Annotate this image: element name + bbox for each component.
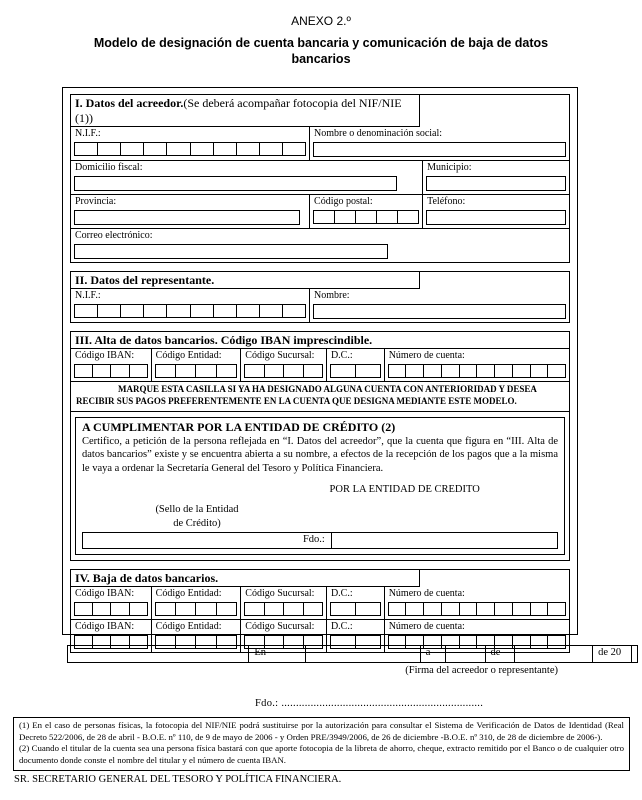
codigo-iban-boxes[interactable] bbox=[74, 364, 148, 378]
city-input[interactable] bbox=[305, 646, 420, 662]
telefono-label: Teléfono: bbox=[427, 196, 466, 208]
row-nif-nombre bbox=[71, 127, 569, 160]
correo-field bbox=[71, 229, 569, 262]
section-datos-representante bbox=[70, 271, 570, 323]
fdo-label: Fdo.: bbox=[255, 698, 279, 710]
municipio-field bbox=[423, 161, 569, 194]
municipio-label: Municipio: bbox=[427, 162, 472, 174]
char-box[interactable] bbox=[213, 142, 237, 156]
dc-field bbox=[327, 349, 385, 381]
nif-representante-label: N.I.F.: bbox=[75, 290, 101, 302]
char-box[interactable] bbox=[330, 364, 356, 378]
codigo-sucursal-label: Código Sucursal: bbox=[245, 350, 315, 362]
codigo-postal-boxes[interactable] bbox=[313, 210, 419, 224]
char-box[interactable] bbox=[512, 602, 531, 616]
char-box[interactable] bbox=[355, 602, 381, 616]
char-box[interactable] bbox=[388, 602, 407, 616]
char-box[interactable] bbox=[74, 142, 98, 156]
nif-boxes[interactable] bbox=[74, 142, 306, 156]
char-box[interactable] bbox=[376, 210, 398, 224]
baja-iban-row-1 bbox=[71, 587, 569, 619]
codigo-entidad-boxes[interactable] bbox=[155, 602, 238, 616]
section1-note: (Se deberá acompañar fotocopia del NIF/NIE (1)) bbox=[75, 96, 402, 126]
char-box[interactable] bbox=[129, 602, 148, 616]
year-input[interactable] bbox=[631, 646, 637, 662]
char-box[interactable] bbox=[166, 142, 190, 156]
char-box[interactable] bbox=[283, 602, 303, 616]
codigo-sucursal-boxes[interactable] bbox=[244, 602, 323, 616]
char-box[interactable] bbox=[97, 142, 121, 156]
char-box[interactable] bbox=[92, 602, 111, 616]
char-box[interactable] bbox=[74, 364, 93, 378]
section1-title: I. Datos del acreedor. bbox=[75, 96, 184, 111]
domicilio-label: Domicilio fiscal: bbox=[75, 162, 143, 174]
char-box[interactable] bbox=[494, 602, 513, 616]
codigo-iban-field bbox=[71, 587, 152, 619]
section1-header bbox=[71, 95, 420, 127]
codigo-entidad-boxes[interactable] bbox=[155, 364, 238, 378]
char-box[interactable] bbox=[155, 602, 176, 616]
char-box[interactable] bbox=[236, 142, 260, 156]
por-entidad-credito-label: POR LA ENTIDAD DE CREDITO bbox=[329, 484, 480, 496]
char-box[interactable] bbox=[355, 210, 377, 224]
char-box[interactable] bbox=[244, 364, 264, 378]
char-box[interactable] bbox=[476, 602, 495, 616]
codigo-sucursal-label: Código Sucursal: bbox=[245, 620, 315, 632]
nif-representante-field bbox=[71, 289, 310, 322]
entidad-credito-box bbox=[75, 417, 565, 555]
codigo-iban-field bbox=[71, 349, 152, 381]
char-box[interactable] bbox=[190, 142, 214, 156]
numero-cuenta-boxes[interactable] bbox=[388, 364, 566, 378]
section-datos-acreedor bbox=[70, 94, 570, 263]
char-box[interactable] bbox=[303, 364, 323, 378]
nombre-label: Nombre o denominación social: bbox=[314, 128, 443, 140]
codigo-entidad-label: Código Entidad: bbox=[155, 587, 222, 599]
section3-header: III. Alta de datos bancarios. Código IBAN imprescindible. bbox=[71, 332, 569, 349]
page-title: ANEXO 2.º bbox=[291, 14, 351, 28]
codigo-iban-label: Código IBAN: bbox=[75, 587, 135, 599]
char-box[interactable] bbox=[175, 602, 196, 616]
dc-label: D.C.: bbox=[330, 620, 353, 632]
char-box[interactable] bbox=[195, 364, 216, 378]
section4-title: IV. Baja de datos bancarios. bbox=[75, 570, 219, 585]
char-box[interactable] bbox=[494, 364, 513, 378]
firma-caption: (Firma del acreedor o representante) bbox=[405, 665, 558, 677]
section-alta-datos-bancarios bbox=[70, 331, 570, 560]
char-box[interactable] bbox=[236, 304, 260, 318]
codigo-sucursal-field bbox=[241, 587, 327, 619]
char-box[interactable] bbox=[259, 142, 283, 156]
codigo-postal-field bbox=[310, 195, 423, 228]
char-box[interactable] bbox=[405, 602, 424, 616]
numero-cuenta-label: Número de cuenta: bbox=[388, 350, 465, 362]
char-box[interactable] bbox=[441, 602, 460, 616]
de20-label: de 20 bbox=[592, 646, 631, 662]
char-box[interactable] bbox=[143, 142, 167, 156]
char-box[interactable] bbox=[303, 602, 323, 616]
codigo-sucursal-field bbox=[241, 349, 327, 381]
entidad-credito-header: A CUMPLIMENTAR POR LA ENTIDAD DE CRÉDITO (2) bbox=[82, 419, 396, 434]
char-box[interactable] bbox=[476, 364, 495, 378]
char-box[interactable] bbox=[195, 602, 216, 616]
dc-label: D.C.: bbox=[330, 587, 353, 599]
section-baja-datos-bancarios bbox=[70, 569, 570, 653]
domicilio-field bbox=[71, 161, 423, 194]
codigo-postal-label: Código postal: bbox=[314, 196, 373, 208]
char-box[interactable] bbox=[120, 142, 144, 156]
month-input[interactable] bbox=[514, 646, 592, 662]
char-box[interactable] bbox=[423, 602, 442, 616]
row-correo bbox=[71, 228, 569, 262]
char-box[interactable] bbox=[74, 602, 93, 616]
numero-cuenta-boxes[interactable] bbox=[388, 602, 566, 616]
date-signature-row bbox=[67, 645, 638, 663]
char-box[interactable] bbox=[264, 364, 284, 378]
addressee-line: SR. SECRETARIO GENERAL DEL TESORO Y POLÍTICA FINANCIERA. bbox=[14, 773, 342, 785]
section4-header bbox=[71, 570, 420, 587]
correo-label: Correo electrónico: bbox=[75, 230, 153, 242]
char-box[interactable] bbox=[530, 602, 549, 616]
char-box[interactable] bbox=[129, 364, 148, 378]
char-box[interactable] bbox=[74, 304, 98, 318]
char-box[interactable] bbox=[166, 304, 190, 318]
char-box[interactable] bbox=[459, 364, 478, 378]
char-box[interactable] bbox=[459, 602, 478, 616]
row-provincia-cp-telefono bbox=[71, 194, 569, 228]
char-box[interactable] bbox=[92, 364, 111, 378]
char-box[interactable] bbox=[405, 364, 424, 378]
char-box[interactable] bbox=[397, 210, 419, 224]
dc-label: D.C.: bbox=[330, 350, 353, 362]
char-box[interactable] bbox=[190, 304, 214, 318]
char-box[interactable] bbox=[110, 602, 129, 616]
char-box[interactable] bbox=[441, 364, 460, 378]
fdo-dots: ..................................................................... bbox=[281, 698, 484, 710]
page-subtitle: Modelo de designación de cuenta bancaria y comunicación de baja de datos bancarios bbox=[93, 36, 549, 66]
sello-line2: de Crédito) bbox=[173, 517, 221, 529]
provincia-label: Provincia: bbox=[75, 196, 117, 208]
day-input[interactable] bbox=[445, 646, 485, 662]
codigo-iban-label: Código IBAN: bbox=[75, 350, 135, 362]
char-box[interactable] bbox=[143, 304, 167, 318]
correo-input[interactable] bbox=[74, 244, 388, 259]
char-box[interactable] bbox=[313, 210, 335, 224]
marque-casilla-text[interactable]: MARQUE ESTA CASILLA SI YA HA DESIGNADO ALGUNA CUENTA CON ANTERIORIDAD Y DESEA RECIBIR SUS PAGOS PREFERENTEMENTE EN LA CUENTA QUE DESIGNA MEDIANTE ESTE MODELO. bbox=[71, 381, 569, 411]
footnote-1: (1) En el caso de personas físicas, la fotocopia del NIF/NIE podrá sustituirse por la autorización para consultar el Sistema de Verificación de Datos de Identidad (Real Decreto 522/2006, de 28 de abril - B.O.E. nº 110, de 9 de mayo de 2006 - y Orden PRE/3949/2006, de 26 de diciembre -B.O.E. nº 310, de 28 de diciembre de 2006-). bbox=[19, 720, 624, 742]
char-box[interactable] bbox=[120, 304, 144, 318]
provincia-input[interactable] bbox=[74, 210, 300, 225]
fdo-entidad-row bbox=[82, 532, 558, 549]
provincia-field bbox=[71, 195, 310, 228]
char-box[interactable] bbox=[530, 364, 549, 378]
codigo-entidad-field bbox=[152, 349, 242, 381]
nombre-input[interactable] bbox=[313, 142, 566, 157]
char-box[interactable] bbox=[155, 364, 176, 378]
char-box[interactable] bbox=[213, 304, 237, 318]
char-box[interactable] bbox=[330, 602, 356, 616]
a-label: a bbox=[420, 646, 445, 662]
municipio-input[interactable] bbox=[426, 176, 566, 191]
row-domicilio-municipio bbox=[71, 160, 569, 194]
nombre-representante-input[interactable] bbox=[313, 304, 566, 319]
codigo-entidad-label: Código Entidad: bbox=[155, 350, 222, 362]
char-box[interactable] bbox=[110, 364, 129, 378]
char-box[interactable] bbox=[216, 602, 237, 616]
en-label: En bbox=[248, 646, 305, 662]
de-label: de bbox=[485, 646, 515, 662]
fdo-signature-line[interactable] bbox=[255, 698, 642, 709]
dc-boxes[interactable] bbox=[330, 364, 381, 378]
nombre-field bbox=[310, 127, 569, 160]
char-box[interactable] bbox=[512, 364, 531, 378]
nif-field bbox=[71, 127, 310, 160]
footnotes-box bbox=[13, 717, 630, 770]
char-box[interactable] bbox=[97, 304, 121, 318]
codigo-iban-boxes[interactable] bbox=[74, 602, 148, 616]
char-box[interactable] bbox=[216, 364, 237, 378]
dc-field bbox=[327, 587, 385, 619]
char-box[interactable] bbox=[282, 142, 306, 156]
section2-title: II. Datos del representante. bbox=[75, 273, 215, 288]
char-box[interactable] bbox=[547, 602, 566, 616]
char-box[interactable] bbox=[282, 304, 306, 318]
sello-line1: (Sello de la Entidad bbox=[155, 504, 239, 516]
telefono-field bbox=[423, 195, 569, 228]
numero-cuenta-field bbox=[385, 587, 569, 619]
char-box[interactable] bbox=[175, 364, 196, 378]
char-box[interactable] bbox=[244, 602, 264, 616]
form-main-box bbox=[62, 87, 578, 635]
nombre-representante-label: Nombre: bbox=[314, 290, 350, 302]
place-input[interactable] bbox=[68, 646, 248, 662]
footnote-2: (2) Cuando el titular de la cuenta sea una persona física bastará con que aporte fotocopia de la libreta de ahorro, cheque, extracto remitido por el Banco o de cualquier otro documento donde conste el nombre del titular y el número de cuenta IBAN. bbox=[19, 743, 624, 766]
char-box[interactable] bbox=[264, 602, 284, 616]
char-box[interactable] bbox=[423, 364, 442, 378]
codigo-sucursal-label: Código Sucursal: bbox=[245, 587, 315, 599]
section2-header bbox=[71, 272, 420, 289]
row-nif-nombre-representante bbox=[71, 289, 569, 322]
char-box[interactable] bbox=[547, 364, 566, 378]
telefono-input[interactable] bbox=[426, 210, 566, 225]
nif-representante-boxes[interactable] bbox=[74, 304, 306, 318]
domicilio-input[interactable] bbox=[74, 176, 397, 191]
char-box[interactable] bbox=[334, 210, 356, 224]
numero-cuenta-label: Número de cuenta: bbox=[388, 620, 465, 632]
nif-label: N.I.F.: bbox=[75, 128, 101, 140]
alta-iban-row bbox=[71, 349, 569, 381]
numero-cuenta-label: Número de cuenta: bbox=[388, 587, 465, 599]
entidad-credito-body: Certifico, a petición de la persona reflejada en “I. Datos del acreedor”, que la cuenta que figura en “III. Alta de datos bancarios” existe y se encuentra abierta a su nombre, a efectos de la recepción de los pagos que a la misma le vaya a ordenar la Secretaría General del Tesoro y Política Financiera. bbox=[82, 435, 558, 475]
fdo-entidad-label: Fdo.: bbox=[83, 533, 332, 548]
sello-entidad-label bbox=[142, 503, 252, 530]
fdo-entidad-input[interactable] bbox=[332, 533, 557, 548]
codigo-iban-label: Código IBAN: bbox=[75, 620, 135, 632]
char-box[interactable] bbox=[355, 364, 381, 378]
numero-cuenta-field bbox=[385, 349, 569, 381]
dc-boxes[interactable] bbox=[330, 602, 381, 616]
codigo-entidad-label: Código Entidad: bbox=[155, 620, 222, 632]
char-box[interactable] bbox=[283, 364, 303, 378]
nombre-representante-field bbox=[310, 289, 569, 322]
char-box[interactable] bbox=[388, 364, 407, 378]
codigo-sucursal-boxes[interactable] bbox=[244, 364, 323, 378]
codigo-entidad-field bbox=[152, 587, 242, 619]
char-box[interactable] bbox=[259, 304, 283, 318]
